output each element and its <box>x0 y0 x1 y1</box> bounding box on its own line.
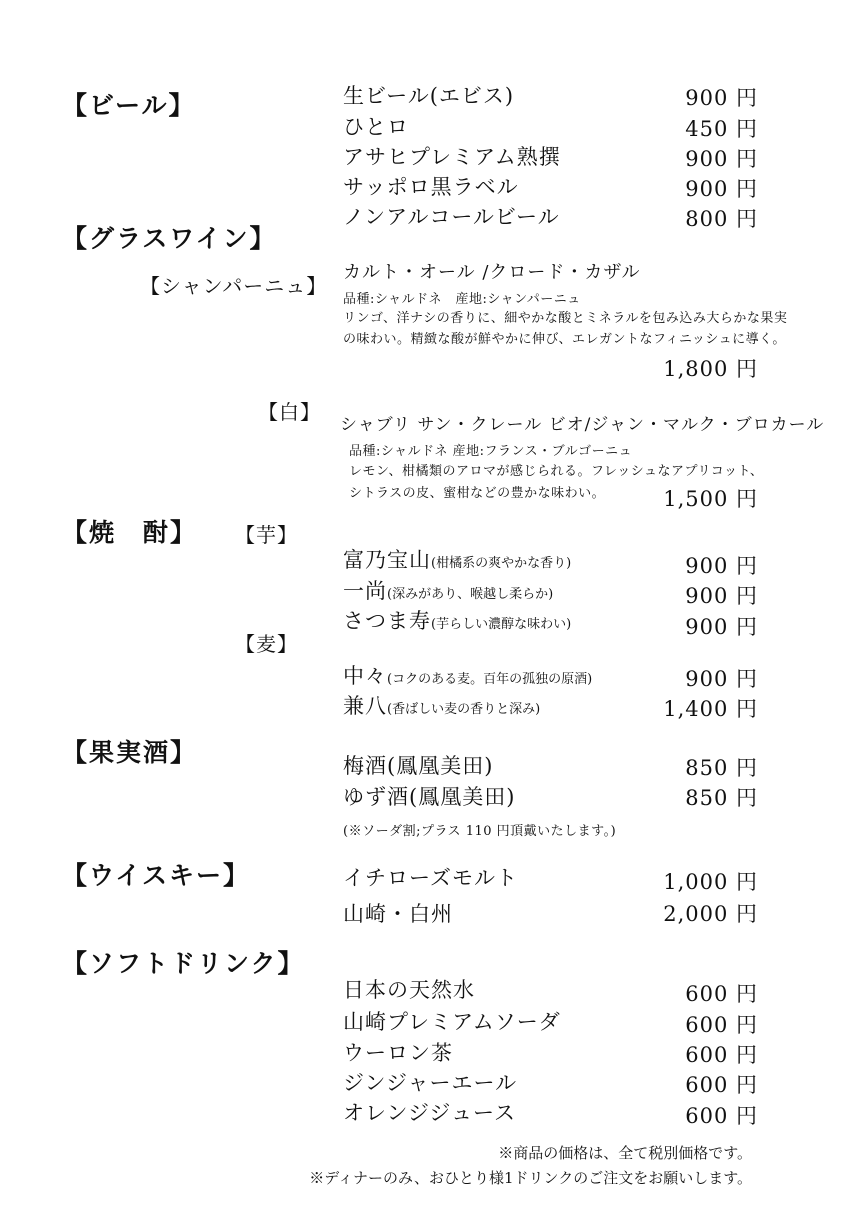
menu-item-name <box>343 690 540 720</box>
menu-item-price: 900 円 <box>685 554 758 578</box>
footer-note-dinner: ※ディナーのみ、おひとり様1ドリンクのご注文をお願いします。 <box>309 1169 752 1187</box>
menu-item-note: (深みがあり、喉越し柔らか) <box>387 587 554 602</box>
menu-item-name <box>343 605 571 635</box>
category-title-beer: 【ビール】 <box>62 91 196 120</box>
category-title-fruit: 【果実酒】 <box>62 738 198 767</box>
category-title-wine: 【グラスワイン】 <box>62 224 277 253</box>
menu-item-price: 600 円 <box>685 1073 758 1097</box>
category-title-whisky: 【ウイスキー】 <box>62 861 251 890</box>
menu-item-price: 850 円 <box>685 756 758 780</box>
wine-desc: 品種:シャルドネ 産地:シャンパーニュ <box>343 292 581 307</box>
menu-item-price: 450 円 <box>685 117 758 141</box>
menu-item-name: 日本の天然水 <box>343 978 475 1002</box>
menu-item-price: 600 円 <box>685 982 758 1006</box>
menu-item-price: 900 円 <box>685 615 758 639</box>
menu-item-price: 850 円 <box>685 786 758 810</box>
wine-desc: の味わい。精緻な酸が鮮やかに伸び、エレガントなフィニッシュに導く。 <box>343 332 786 347</box>
wine-desc: レモン、柑橘類のアロマが感じられる。フレッシュなアプリコット、 <box>349 464 764 479</box>
menu-item-price: 600 円 <box>685 1043 758 1067</box>
menu-item-price: 900 円 <box>685 584 758 608</box>
menu-item-note: (柑橘系の爽やかな香り) <box>431 556 572 571</box>
menu-item-price: 1,800 円 <box>663 357 758 381</box>
menu-item-name: 山崎プレミアムソーダ <box>343 1010 561 1034</box>
category-title-shochu: 【焼 酎】 <box>62 518 198 547</box>
category-title-soft: 【ソフトドリンク】 <box>62 949 305 978</box>
menu-item-price: 1,000 円 <box>663 870 758 894</box>
menu-item-name: ノンアルコールビール <box>343 205 560 229</box>
menu-item-name-text: 兼八 <box>343 694 387 718</box>
wine-desc: 品種:シャルドネ 産地:フランス・ブルゴーニュ <box>349 444 633 459</box>
subcategory-white: 【白】 <box>258 400 321 424</box>
menu-item-note: (香ばしい麦の香りと深み) <box>387 702 541 717</box>
menu-item-name <box>343 660 592 690</box>
menu-item-name <box>343 544 571 574</box>
footer-note-tax: ※商品の価格は、全て税別価格です。 <box>498 1144 752 1162</box>
menu-item-name-text: 富乃宝山 <box>343 548 431 572</box>
menu-item-price: 1,500 円 <box>663 487 758 511</box>
menu-item-price: 600 円 <box>685 1104 758 1128</box>
menu-item-note: (コクのある麦。百年の孤独の原酒) <box>387 672 593 687</box>
menu-item-price: 800 円 <box>685 207 758 231</box>
menu-item-name: アサヒプレミアム熟撰 <box>343 145 561 169</box>
wine-desc: シトラスの皮、蜜柑などの豊かな味わい。 <box>349 486 606 501</box>
menu-item-name <box>343 575 553 605</box>
menu-item-price: 900 円 <box>685 177 758 201</box>
wine-name-champagne: カルト・オール /クロード・カザル <box>343 262 641 283</box>
subcategory-imo: 【芋】 <box>235 523 298 547</box>
subcategory-champagne: 【シャンパーニュ】 <box>140 274 328 298</box>
menu-item-name: サッポロ黒ラベル <box>343 175 519 199</box>
menu-item-price: 600 円 <box>685 1013 758 1037</box>
menu-item-name: ひとロ <box>343 115 409 139</box>
menu-item-name: オレンジジュース <box>343 1101 516 1125</box>
subcategory-mugi: 【麦】 <box>235 632 298 656</box>
menu-item-price: 900 円 <box>685 667 758 691</box>
menu-item-name: 梅酒(鳳凰美田) <box>343 754 494 778</box>
wine-desc: リンゴ、洋ナシの香りに、細やかな酸とミネラルを包み込み大らかな果実 <box>343 311 788 326</box>
menu-item-name-text: 中々 <box>343 664 387 688</box>
menu-item-name: ゆず酒(鳳凰美田) <box>343 785 516 809</box>
menu-item-name-text: 一尚 <box>343 579 387 603</box>
menu-item-name: 山崎・白州 <box>343 902 453 926</box>
menu-item-name-text: さつま寿 <box>343 609 431 633</box>
fruit-soda-note: (※ソーダ割;プラス 110 円頂戴いたします。) <box>343 824 617 839</box>
menu-item-price: 900 円 <box>685 86 758 110</box>
menu-item-price: 2,000 円 <box>663 902 758 926</box>
menu-item-price: 1,400 円 <box>663 697 758 721</box>
menu-item-name: イチローズモルト <box>343 866 518 890</box>
menu-item-note: (芋らしい濃醇な味わい) <box>431 617 572 632</box>
menu-item-name: ウーロン茶 <box>343 1041 453 1065</box>
menu-item-price: 900 円 <box>685 147 758 171</box>
menu-item-name: 生ビール(エビス) <box>343 84 515 108</box>
wine-name-white: シャブリ サン・クレール ビオ/ジャン・マルク・ブロカール <box>340 415 825 435</box>
menu-item-name: ジンジャーエール <box>343 1071 518 1095</box>
